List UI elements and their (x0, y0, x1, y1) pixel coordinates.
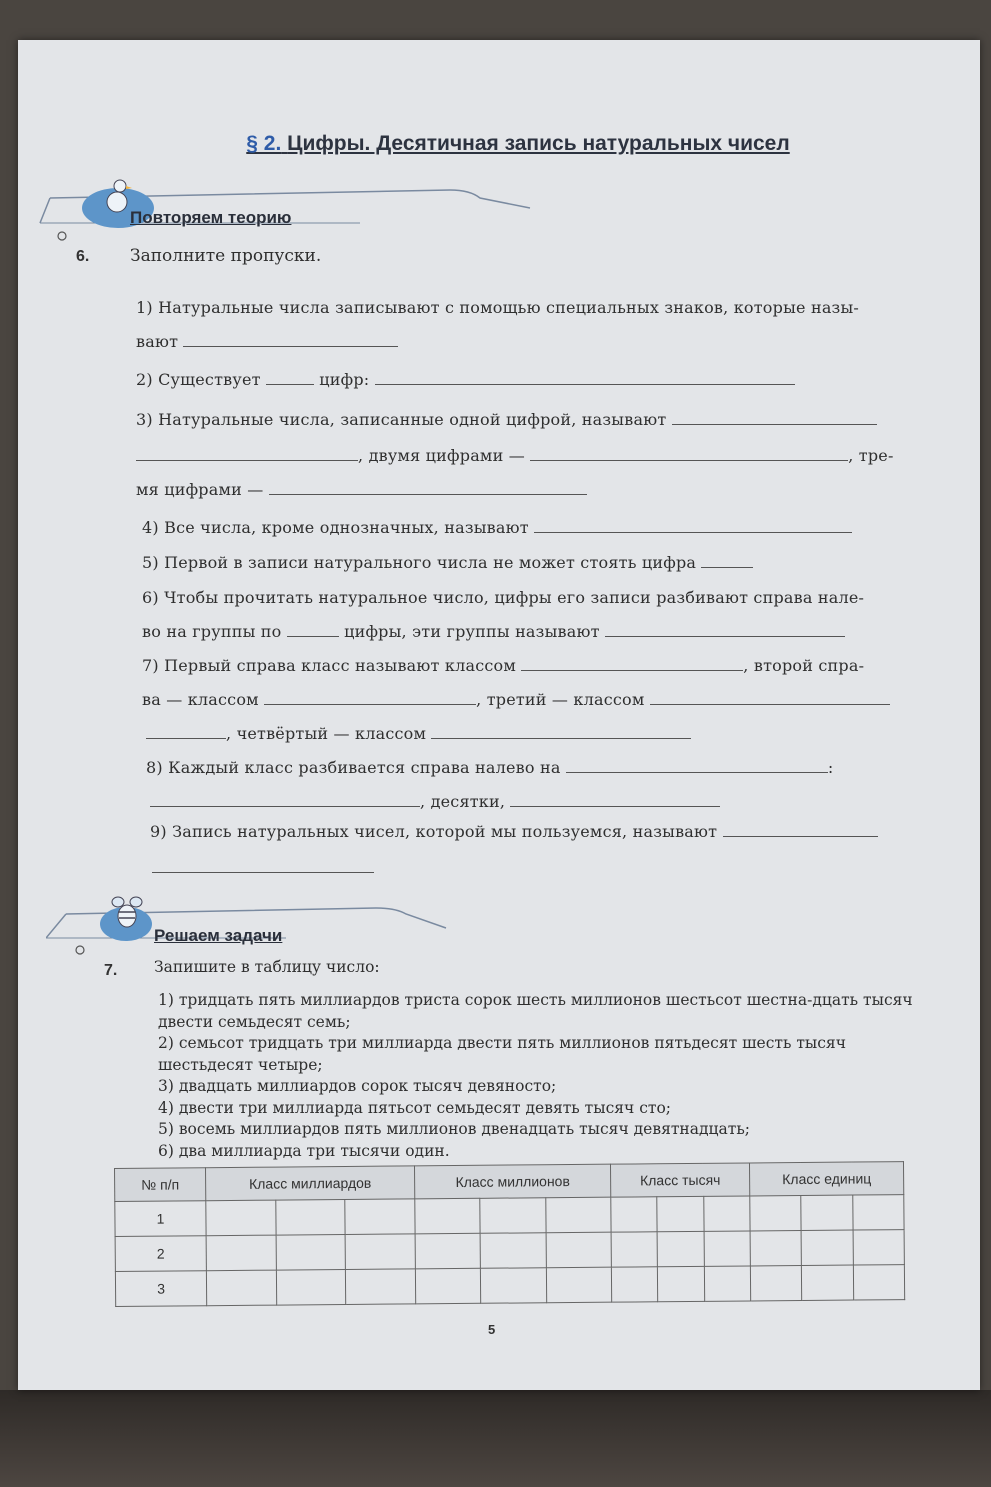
item-7-blank-2[interactable] (264, 690, 476, 705)
task-6-text: Заполните пропуски. (130, 246, 322, 266)
item-6-line-2 (142, 622, 845, 641)
item-8-blank-2[interactable] (150, 792, 420, 807)
page-number: 5 (488, 1322, 496, 1337)
digit-cell[interactable] (852, 1195, 904, 1230)
digit-cell[interactable] (801, 1195, 853, 1230)
item-6-line-1 (142, 588, 864, 607)
bee-icon (110, 894, 144, 930)
item-7-text: 7) Первый справа класс называют классом (142, 656, 516, 675)
section-title: Цифры. Десятичная запись натуральных чисел (287, 132, 790, 155)
digit-cell[interactable] (345, 1234, 415, 1270)
item-8-text: 8) Каждый класс разбивается справа налево на (146, 758, 561, 777)
digit-cell[interactable] (546, 1267, 612, 1303)
list-item: 1) тридцать пять миллиардов триста сорок шесть миллионов шестьсот шестна-дцать тысяч двести семьдесят семь; (158, 991, 913, 1031)
digit-cell[interactable] (657, 1231, 704, 1266)
list-item: 6) два миллиарда три тысячи один. (158, 1141, 450, 1160)
item-9-blank-2[interactable] (152, 858, 374, 873)
header-millions: Класс миллионов (415, 1164, 611, 1199)
item-7-blank-3b[interactable] (146, 724, 226, 739)
item-4-text: 4) Все числа, кроме однозначных, называют (142, 518, 529, 537)
item-1-blank[interactable] (183, 332, 398, 347)
list-item: 4) двести три миллиарда пятьсот семьдесят девять тысяч сто; (158, 1098, 672, 1117)
digit-cell[interactable] (704, 1196, 751, 1231)
digit-cell[interactable] (481, 1268, 547, 1304)
section-number: § 2. (246, 132, 282, 155)
item-7-line-3 (146, 724, 691, 743)
item-7-text-4: , третий — классом (476, 690, 645, 709)
item-3-blank-3[interactable] (269, 480, 587, 495)
item-3-text-2: , двумя цифрами — (358, 446, 525, 465)
digit-cell[interactable] (611, 1267, 658, 1302)
workbook-page (18, 40, 980, 1390)
digit-cell[interactable] (611, 1232, 658, 1267)
item-7-text-2: , второй спра- (743, 656, 865, 675)
item-6-text-2: во на группы по (142, 622, 282, 641)
digit-cell[interactable] (750, 1196, 802, 1231)
item-9-line-1 (150, 822, 878, 841)
item-7-line-1 (142, 656, 864, 675)
digit-cell[interactable] (275, 1199, 345, 1235)
digit-cell[interactable] (206, 1270, 276, 1306)
page-title (218, 132, 818, 156)
item-4-line (142, 518, 852, 537)
item-7-blank-1[interactable] (521, 656, 743, 671)
item-9-line-2 (152, 858, 374, 877)
digit-cell[interactable] (416, 1268, 482, 1304)
task-7-number: 7. (104, 962, 118, 979)
item-5-blank[interactable] (701, 553, 753, 568)
item-2-blank-count[interactable] (266, 370, 314, 385)
row-number: 3 (115, 1271, 206, 1307)
item-9-text: 9) Запись натуральных чисел, которой мы пользуемся, называют (150, 822, 718, 841)
item-6-text-3: цифры, эти группы называют (344, 622, 600, 641)
item-8-text-2: : (827, 758, 834, 777)
item-7-text-3: ва — классом (142, 690, 259, 709)
item-7-line-2 (142, 690, 890, 709)
item-3-text: 3) Натуральные числа, записанные одной цифрой, называют (136, 410, 667, 429)
theory-banner-label: Повторяем теорию (130, 208, 292, 227)
digit-cell[interactable] (802, 1265, 854, 1300)
digit-cell[interactable] (546, 1232, 612, 1268)
digit-cell[interactable] (346, 1269, 416, 1305)
digit-cell[interactable] (545, 1197, 611, 1233)
item-5-text: 5) Первой в записи натурального числа не может стоять цифра (142, 553, 697, 572)
digit-cell[interactable] (415, 1233, 481, 1269)
item-3-line-1 (136, 410, 877, 429)
row-number: 2 (115, 1236, 206, 1272)
digit-cell[interactable] (751, 1266, 803, 1301)
digit-cell[interactable] (801, 1230, 853, 1265)
item-8-text-3: , десятки, (420, 792, 506, 811)
item-3-text-4: мя цифрами — (136, 480, 264, 499)
header-thousands: Класс тысяч (611, 1163, 750, 1197)
item-1-line-1 (136, 298, 859, 317)
digit-cell[interactable] (704, 1231, 751, 1266)
digit-cell[interactable] (657, 1196, 704, 1231)
item-7-text-5: , четвёртый — классом (226, 724, 427, 743)
item-1-line-2 (136, 332, 398, 351)
digit-cell[interactable] (345, 1199, 415, 1235)
task-6-number: 6. (76, 248, 90, 265)
header-billions: Класс миллиардов (206, 1166, 415, 1201)
item-3-blank-2[interactable] (530, 446, 848, 461)
list-item: 2) семьсот тридцать три миллиарда двести пять миллионов пятьдесят шесть тысяч шестьдесят четыре; (158, 1034, 846, 1074)
item-3-blank-1b[interactable] (136, 446, 358, 461)
bird-icon (100, 176, 134, 216)
digit-cell[interactable] (480, 1233, 546, 1269)
digit-cell[interactable] (853, 1230, 905, 1265)
item-7-blank-4[interactable] (431, 724, 691, 739)
digit-cell[interactable] (750, 1231, 802, 1266)
item-8-line-1 (146, 758, 834, 777)
item-2-text-2: цифр: (319, 370, 370, 389)
item-1-text-end: вают (136, 332, 179, 351)
item-9-blank-1[interactable] (723, 822, 878, 837)
item-3-line-3 (136, 480, 587, 499)
task-7-text: Запишите в таблицу число: (154, 958, 380, 976)
practice-banner-label: Решаем задачи (154, 926, 283, 945)
list-item: 3) двадцать миллиардов сорок тысяч девяносто; (158, 1077, 557, 1095)
item-2-blank-digits[interactable] (375, 370, 795, 385)
item-8-line-2 (150, 792, 720, 811)
item-7-blank-3a[interactable] (650, 690, 890, 705)
class-table (114, 1161, 905, 1307)
item-4-blank[interactable] (534, 518, 852, 533)
item-2-line (136, 370, 795, 389)
item-6-blank-name[interactable] (605, 622, 845, 637)
header-number: № п/п (115, 1168, 206, 1202)
item-1-text: 1) Натуральные числа записывают с помощью специальных знаков, которые назы- (136, 298, 860, 317)
item-8-blank-1[interactable] (566, 758, 828, 773)
background-table (0, 1390, 991, 1487)
item-8-blank-3[interactable] (510, 792, 720, 807)
item-3-blank-1a[interactable] (672, 410, 877, 425)
item-2-text: 2) Существует (136, 370, 261, 389)
list-item: 5) восемь миллиардов пять миллионов двенадцать тысяч девятнадцать; (158, 1120, 750, 1138)
header-units: Класс единиц (750, 1162, 904, 1196)
item-5-line (142, 553, 753, 572)
row-number: 1 (115, 1201, 206, 1237)
item-6-blank-count[interactable] (287, 622, 339, 637)
digit-cell[interactable] (206, 1235, 276, 1271)
digit-cell[interactable] (611, 1197, 658, 1232)
digit-cell[interactable] (415, 1198, 481, 1234)
item-3-line-2 (136, 446, 894, 465)
digit-cell[interactable] (276, 1269, 346, 1305)
item-3-text-3: , тре- (848, 446, 894, 465)
digit-cell[interactable] (704, 1266, 751, 1301)
digit-cell[interactable] (480, 1198, 546, 1234)
task-7-list (158, 990, 918, 1162)
table-row (115, 1265, 904, 1307)
digit-cell[interactable] (853, 1265, 905, 1300)
digit-cell[interactable] (276, 1234, 346, 1270)
digit-cell[interactable] (206, 1200, 276, 1236)
digit-cell[interactable] (658, 1266, 705, 1301)
item-6-text: 6) Чтобы прочитать натуральное число, цифры его записи разбивают справа нале- (142, 588, 865, 607)
